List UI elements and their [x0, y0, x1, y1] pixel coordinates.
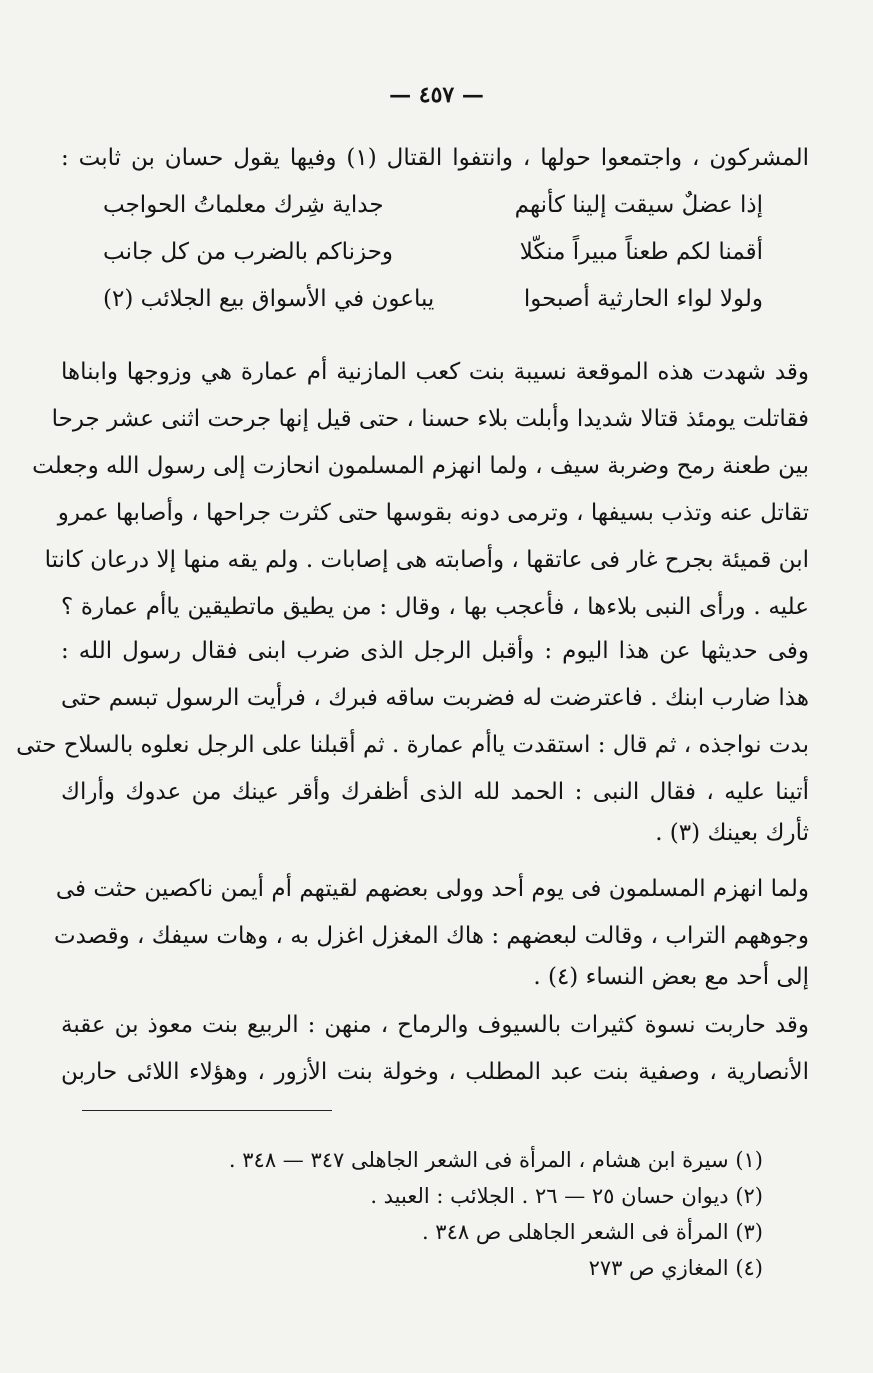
intro-line: المشركون ، واجتمعوا حولها ، وانتفوا القتال (١) وفيها يقول حسان بن ثابت : [61, 145, 809, 171]
verse-1-second-hemistich: جداية شِرك معلماتُ الحواجب [103, 192, 384, 218]
verse-3-second-hemistich: يباعون في الأسواق بيع الجلائب (٢) [103, 286, 435, 312]
text-line: ثأرك بعينك (٣) . [655, 820, 809, 846]
text-line: أتينا عليه ، فقال النبى : الحمد لله الذى أظفرك وأقر عينك من عدوك وأراك [61, 779, 809, 805]
text-line: بين طعنة رمح وضربة سيف ، ولما انهزم المسلمون انحازت إلى رسول الله وجعلت [32, 453, 809, 479]
text-line: إلى أحد مع بعض النساء (٤) . [533, 964, 809, 990]
footnote-2: (٢) ديوان حسان ٢٥ — ٢٦ . الجلائب : العبيد . [370, 1184, 763, 1208]
text-line: وقد حاربت نسوة كثيرات بالسيوف والرماح ، منهن : الربيع بنت معوذ بن عقبة [61, 1012, 809, 1038]
footnote-3: (٣) المرأة فى الشعر الجاهلى ص ٣٤٨ . [421, 1220, 763, 1244]
footnote-4: (٤) المغازي ص ٢٧٣ [588, 1256, 763, 1280]
text-line: الأنصارية ، وصفية بنت عبد المطلب ، وخولة بنت الأزور ، وهؤلاء اللائى حاربن [61, 1059, 809, 1085]
verse-1 [103, 190, 763, 220]
text-line: وقد شهدت هذه الموقعة نسيبة بنت كعب المازنية أم عمارة هي وزوجها وابناها [61, 359, 809, 385]
footnote-divider [82, 1110, 332, 1111]
text-line: وجوههم التراب ، وقالت لبعضهم : هاك المغزل اغزل به ، وهات سيفك ، وقصدت [53, 923, 809, 949]
text-line: بدت نواجذه ، ثم قال : استقدت ياأم عمارة . ثم أقبلنا على الرجل نعلوه بالسلاح حتى [16, 732, 809, 758]
text-line: هذا ضارب ابنك . فاعترضت له فضربت ساقه فبرك ، فرأيت الرسول تبسم حتى [61, 685, 809, 711]
text-line: فقاتلت يومئذ قتالا شديدا وأبلت بلاء حسنا ، حتى قيل إنها جرحت اثنى عشر جرحا [51, 406, 809, 432]
text-line: عليه . ورأى النبى بلاءها ، فأعجب بها ، وقال : من يطيق ماتطيقين ياأم عمارة ؟ [61, 594, 809, 620]
footnote-1: (١) سيرة ابن هشام ، المرأة فى الشعر الجاهلى ٣٤٧ — ٣٤٨ . [228, 1148, 763, 1172]
page-number: — ٤٥٧ — [389, 82, 484, 108]
verse-2-first-hemistich: أقمنا لكم طعناً مبيراً منكّلا [519, 239, 763, 265]
verse-2-second-hemistich: وحزناكم بالضرب من كل جانب [103, 239, 394, 265]
text-line: ابن قميئة بجرح غار فى عاتقها ، وأصابته هى إصابات . ولم يقه منها إلا درعان كانتا [44, 547, 809, 573]
verse-2 [103, 237, 763, 267]
text-line: ولما انهزم المسلمون فى يوم أحد وولى بعضهم لقيتهم أم أيمن ناكصين حثت فى [55, 876, 809, 902]
text-line: تقاتل عنه وتذب بسيفها ، وترمى دونه بقوسها حتى كثرت جراحها ، وأصابها عمرو [57, 500, 809, 526]
verse-1-first-hemistich: إذا عضلٌ سيقت إلينا كأنهم [514, 192, 763, 218]
verse-3 [103, 284, 763, 314]
verse-3-first-hemistich: ولولا لواء الحارثية أصبحوا [523, 286, 763, 312]
text-line: وفى حديثها عن هذا اليوم : وأقبل الرجل الذى ضرب ابنى فقال رسول الله : [61, 638, 809, 664]
